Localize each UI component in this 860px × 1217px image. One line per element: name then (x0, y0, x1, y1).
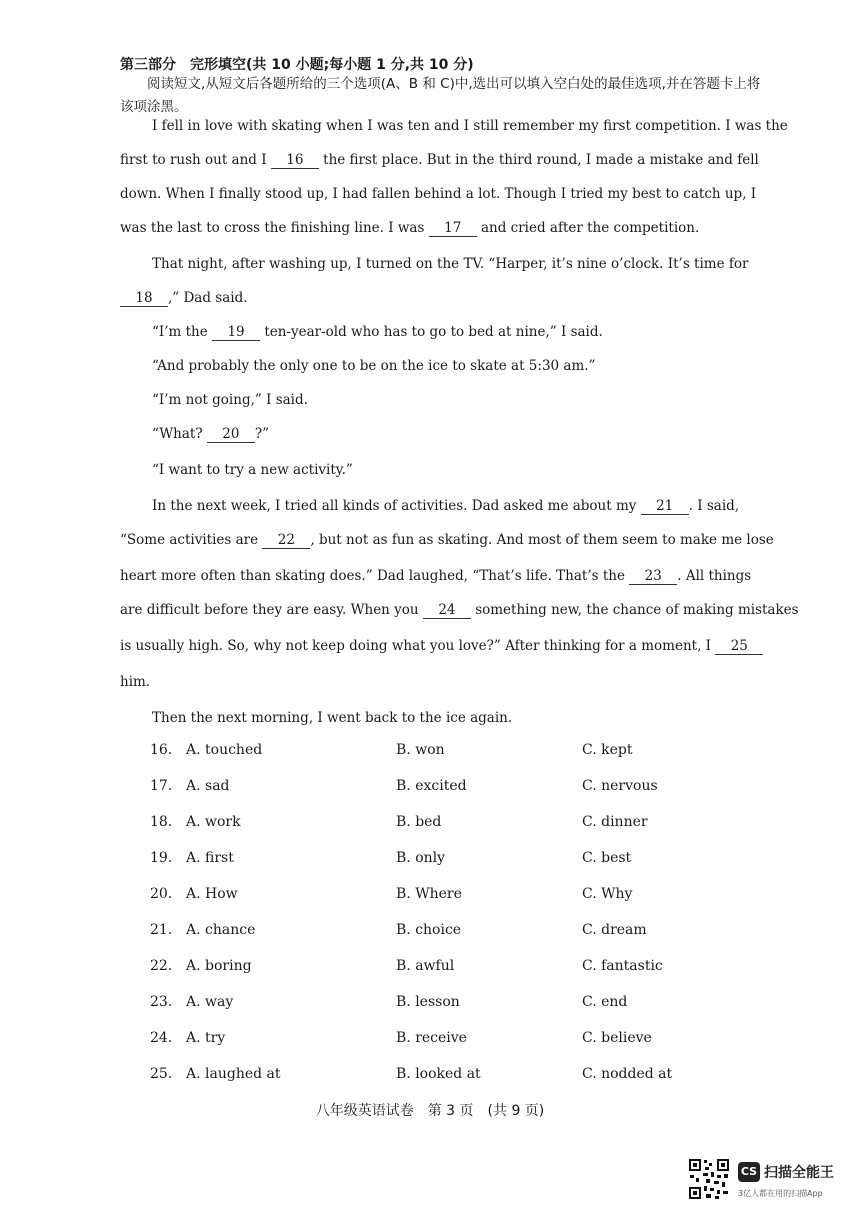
passage-text: “What? (152, 426, 207, 442)
option-row (150, 850, 710, 870)
scanner-app-name: 扫描全能王 (764, 1165, 834, 1181)
blank-17: 17 (429, 220, 477, 237)
passage-text: “Some activities are (120, 532, 263, 548)
question-number: 25. (150, 1066, 173, 1082)
option-row (150, 1030, 710, 1050)
passage-line (120, 638, 763, 655)
option-b: B. receive (396, 1030, 467, 1046)
option-c: C. Why (582, 886, 633, 902)
option-b: B. choice (396, 922, 462, 938)
passage-line (120, 532, 774, 549)
option-row (150, 1066, 710, 1086)
question-number: 21. (150, 922, 173, 938)
option-c: C. nodded at (582, 1066, 673, 1082)
page-footer: 八年级英语试卷 第 3 页 (共 9 页) (315, 1103, 545, 1119)
cs-logo: CS (738, 1162, 760, 1182)
option-row (150, 778, 710, 798)
option-c: C. fantastic (582, 958, 663, 974)
question-number: 22. (150, 958, 173, 974)
passage-text: something new, the chance of making mistakes (470, 602, 799, 618)
passage-line (152, 462, 353, 478)
passage-text: Then the next morning, I went back to the ice again. (152, 710, 513, 726)
question-number: 19. (150, 850, 173, 866)
option-row (150, 742, 710, 762)
option-b: B. won (396, 742, 445, 758)
blank-24: 24 (423, 602, 471, 619)
passage-line (120, 152, 759, 169)
passage-line (120, 220, 699, 237)
option-b: B. awful (396, 958, 455, 974)
instructions (120, 73, 770, 119)
passage-text: are difficult before they are easy. When you (120, 602, 423, 618)
option-a: A. laughed at (186, 1066, 281, 1082)
passage-text: I fell in love with skating when I was ten and I still remember my first competition. I was the (152, 118, 788, 134)
option-a: A. work (186, 814, 241, 830)
passage-text: ,” Dad said. (168, 290, 248, 306)
option-b: B. Where (396, 886, 462, 902)
blank-19: 19 (212, 324, 260, 341)
passage-text: . I said, (688, 498, 740, 514)
question-number: 24. (150, 1030, 173, 1046)
qr-code-icon (688, 1158, 730, 1200)
option-c: C. nervous (582, 778, 658, 794)
option-row (150, 814, 710, 834)
scanner-tagline: 3亿人都在用的扫描App (738, 1189, 823, 1198)
option-row (150, 958, 710, 978)
passage-text: first to rush out and I (120, 152, 271, 168)
blank-16: 16 (271, 152, 319, 169)
passage-line (152, 118, 788, 134)
option-b: B. lesson (396, 994, 460, 1010)
option-b: B. bed (396, 814, 442, 830)
question-number: 23. (150, 994, 173, 1010)
passage-text: and cried after the competition. (476, 220, 700, 236)
option-a: A. first (186, 850, 234, 866)
passage-text: is usually high. So, why not keep doing what you love?” After thinking for a moment, I (120, 638, 716, 654)
passage-line (152, 426, 269, 443)
passage-line (152, 256, 748, 272)
passage-text: That night, after washing up, I turned on the TV. “Harper, it’s nine o’clock. It’s time for (152, 256, 749, 272)
option-b: B. looked at (396, 1066, 481, 1082)
passage-text: down. When I finally stood up, I had fallen behind a lot. Though I tried my best to catch up, I (120, 186, 757, 202)
option-a: A. way (186, 994, 234, 1010)
passage-line (120, 186, 756, 202)
option-c: C. dream (582, 922, 647, 938)
passage-text: . All things (677, 568, 752, 584)
passage-text: ten-year-old who has to go to bed at nine,” I said. (260, 324, 603, 340)
blank-21: 21 (641, 498, 689, 515)
scanner-watermark (688, 1158, 848, 1204)
passage-text: the first place. But in the third round, I made a mistake and fell (318, 152, 759, 168)
option-a: A. How (186, 886, 238, 902)
option-row (150, 922, 710, 942)
passage-line (152, 498, 739, 515)
passage-text: “I’m not going,” I said. (152, 392, 308, 408)
question-number: 16. (150, 742, 173, 758)
passage-line (152, 710, 512, 726)
option-a: A. sad (186, 778, 230, 794)
option-c: C. believe (582, 1030, 652, 1046)
option-a: A. touched (186, 742, 263, 758)
passage-text: “I want to try a new activity.” (152, 462, 353, 478)
passage-line (120, 568, 751, 585)
blank-23: 23 (629, 568, 677, 585)
option-row (150, 994, 710, 1014)
option-c: C. dinner (582, 814, 648, 830)
passage-line (120, 674, 150, 690)
passage-line (152, 358, 595, 374)
passage-text: , but not as fun as skating. And most of them seem to make me lose (310, 532, 774, 548)
passage-text: “I’m the (152, 324, 213, 340)
section-title: 第三部分 完形填空(共 10 小题;每小题 1 分,共 10 分) (120, 57, 474, 73)
passage-line (120, 602, 799, 619)
passage-text: ?” (254, 426, 269, 442)
passage-line (152, 324, 603, 341)
passage-line (152, 392, 308, 408)
passage-text: “And probably the only one to be on the ice to skate at 5:30 am.” (152, 358, 596, 374)
option-a: A. chance (186, 922, 256, 938)
option-c: C. end (582, 994, 628, 1010)
option-a: A. try (186, 1030, 226, 1046)
blank-20: 20 (207, 426, 255, 443)
passage-line (120, 290, 248, 307)
instruction-text: 阅读短文,从短文后各题所给的三个选项(A、B 和 C)中,选出可以填入空白处的最佳选项,并在答题卡上将该项涂黑。 (120, 76, 761, 115)
blank-18: 18 (120, 290, 168, 307)
blank-25: 25 (715, 638, 763, 655)
option-c: C. best (582, 850, 632, 866)
passage-text: him. (120, 674, 151, 690)
option-c: C. kept (582, 742, 633, 758)
blank-22: 22 (262, 532, 310, 549)
option-b: B. excited (396, 778, 467, 794)
question-number: 17. (150, 778, 173, 794)
option-row (150, 886, 710, 906)
passage-text: heart more often than skating does.” Dad laughed, “That’s life. That’s the (120, 568, 630, 584)
option-b: B. only (396, 850, 446, 866)
question-number: 18. (150, 814, 173, 830)
passage-text: was the last to cross the finishing line. I was (120, 220, 429, 236)
passage-text: In the next week, I tried all kinds of activities. Dad asked me about my (152, 498, 641, 514)
option-a: A. boring (186, 958, 252, 974)
question-number: 20. (150, 886, 173, 902)
